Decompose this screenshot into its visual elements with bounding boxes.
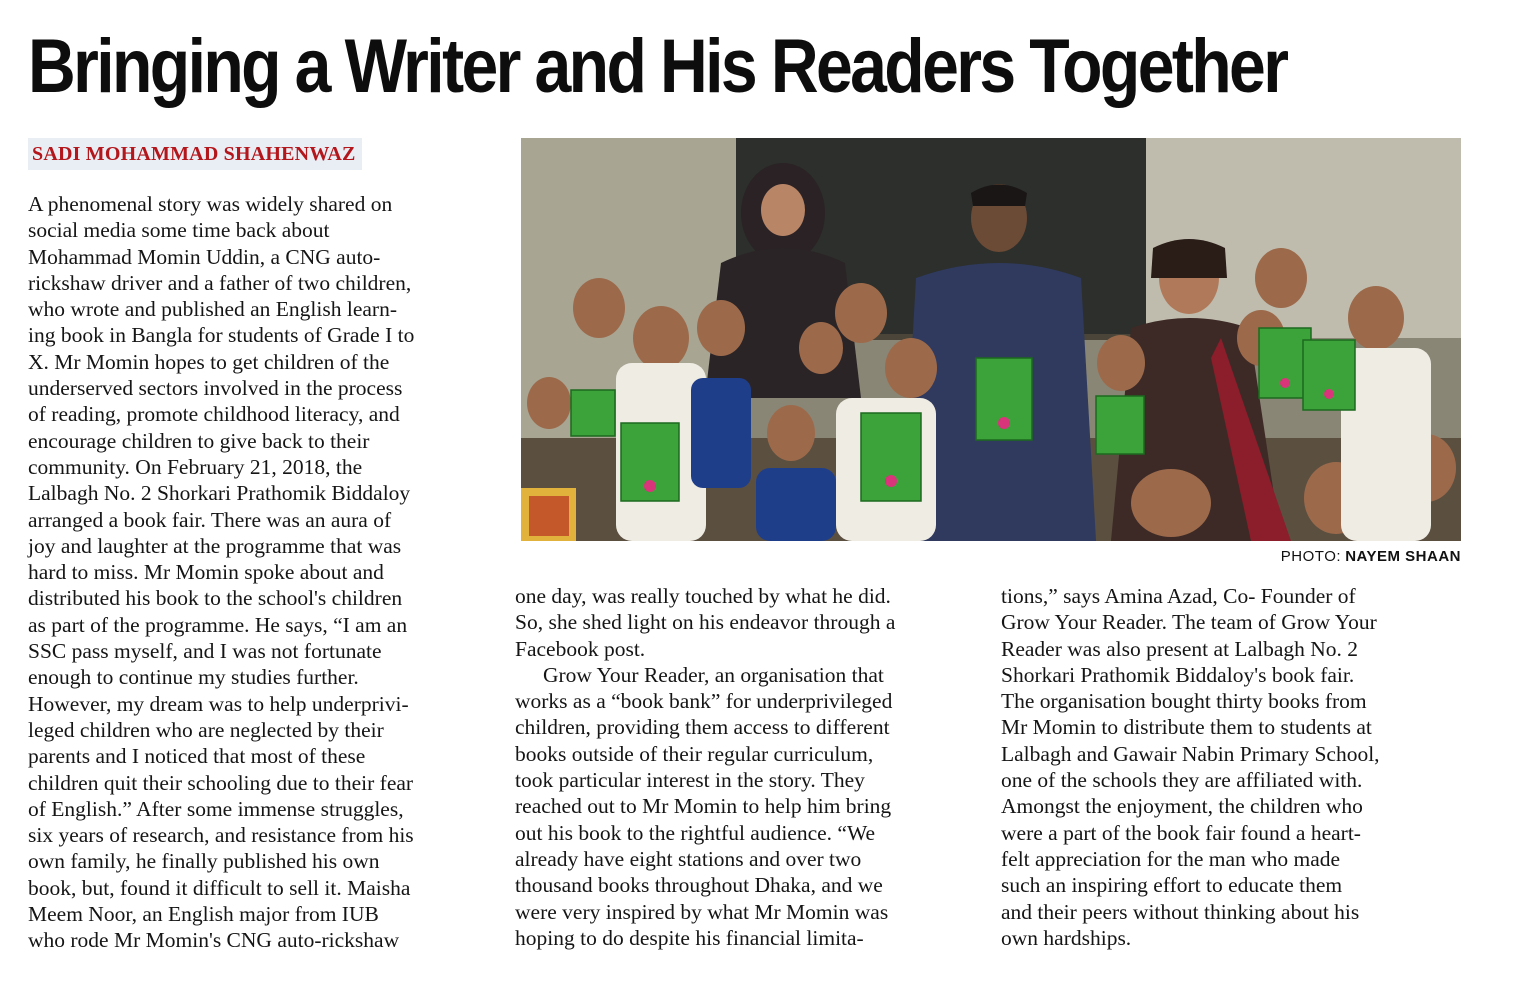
article-line: leged children who are neglected by their: [28, 717, 384, 742]
article-line: So, she shed light on his endeavor through a: [515, 610, 896, 635]
article-line: books outside of their regular curriculum,: [515, 741, 874, 766]
byline: SADI MOHAMMAD SHAHENWAZ: [28, 138, 362, 170]
article-line: thousand books throughout Dhaka, and we: [515, 873, 883, 898]
article-line: were very inspired by what Mr Momin was: [515, 899, 889, 924]
article-column-2: [515, 583, 985, 951]
article-line: out his book to the rightful audience. “We: [515, 820, 876, 845]
article-line: parents and I noticed that most of these: [28, 744, 366, 769]
photo-credit: [1180, 547, 1461, 567]
photo-group-icon: [521, 138, 1461, 541]
article-line: tions,” says Amina Azad, Co- Founder of: [1001, 584, 1356, 608]
article-line: of English.” After some immense struggles,: [28, 796, 404, 821]
photo-credit-label: PHOTO:: [1280, 548, 1342, 565]
article-column-3: [1001, 583, 1471, 951]
article-line: joy and laughter at the programme that was: [28, 533, 402, 558]
article-line: distributed his book to the school's children: [28, 586, 403, 611]
article-line: Mohammad Momin Uddin, a CNG auto-: [28, 244, 381, 269]
article-line: However, my dream was to help underprivi-: [28, 691, 409, 716]
article-line: encourage children to give back to their: [28, 428, 370, 453]
article-line: as part of the programme. He says, “I am an: [28, 612, 408, 637]
article-line: Facebook post.: [515, 636, 646, 661]
headline: Bringing a Writer and His Readers Together: [28, 24, 1287, 109]
article-line: underserved sectors involved in the process: [28, 376, 403, 401]
article-line: Mr Momin to distribute them to students at: [1001, 715, 1372, 740]
article-line: one of the schools they are affiliated with.: [1001, 768, 1363, 793]
article-photo: [521, 138, 1461, 541]
article-line: of reading, promote childhood literacy, and: [28, 402, 400, 427]
article-line: community. On February 21, 2018, the: [28, 454, 363, 479]
article-line: six years of research, and resistance from his: [28, 823, 414, 848]
article-line: were a part of the book fair found a heart-: [1001, 820, 1361, 845]
article-line: rickshaw driver and a father of two children,: [28, 270, 412, 295]
article-line: A phenomenal story was widely shared on: [28, 192, 393, 216]
article-line: enough to continue my studies further.: [28, 665, 359, 690]
article-line: such an inspiring effort to educate them: [1001, 873, 1343, 898]
article-line: reached out to Mr Momin to help him bring: [515, 794, 892, 819]
article-line: X. Mr Momin hopes to get children of the: [28, 349, 390, 374]
article-line: Grow Your Reader. The team of Grow Your: [1001, 610, 1377, 635]
article-line: arranged a book fair. There was an aura of: [28, 507, 392, 532]
article-line: children quit their schooling due to their fear: [28, 770, 414, 795]
article-line: own family, he finally published his own: [28, 849, 380, 874]
article-line: felt appreciation for the man who made: [1001, 846, 1341, 871]
article-line: who rode Mr Momin's CNG auto-rickshaw: [28, 928, 400, 953]
article-line: children, providing them access to different: [515, 715, 890, 740]
article-line: SSC pass myself, and I was not fortunate: [28, 639, 382, 664]
article-line: ing book in Bangla for students of Grade I to: [28, 323, 415, 348]
article-line: took particular interest in the story. They: [515, 768, 865, 793]
photo-credit-name: NAYEM SHAAN: [1345, 548, 1461, 565]
article-line: social media some time back about: [28, 218, 330, 243]
article-line: Reader was also present at Lalbagh No. 2: [1001, 636, 1359, 661]
article-line: Shorkari Prathomik Biddaloy's book fair.: [1001, 662, 1355, 687]
article-line: already have eight stations and over two: [515, 846, 862, 871]
article-line: hoping to do despite his financial limita-: [515, 925, 864, 950]
article-line: who wrote and published an English learn-: [28, 297, 397, 322]
article-line: book, but, found it difficult to sell it. Maisha: [28, 875, 411, 900]
article-line: Lalbagh No. 2 Shorkari Prathomik Biddaloy: [28, 481, 411, 506]
article-line: works as a “book bank” for underprivileged: [515, 689, 893, 714]
article-line: Grow Your Reader, an organisation that: [543, 662, 884, 687]
article-line: Meem Noor, an English major from IUB: [28, 902, 379, 927]
article-line: one day, was really touched by what he did.: [515, 584, 891, 608]
article-line: own hardships.: [1001, 925, 1132, 950]
article-line: Amongst the enjoyment, the children who: [1001, 794, 1363, 819]
article-line: and their peers without thinking about his: [1001, 899, 1360, 924]
article-line: hard to miss. Mr Momin spoke about and: [28, 560, 384, 585]
article-column-1: [28, 191, 498, 954]
article-line: The organisation bought thirty books from: [1001, 689, 1367, 714]
article-line: Lalbagh and Gawair Nabin Primary School,: [1001, 741, 1380, 766]
